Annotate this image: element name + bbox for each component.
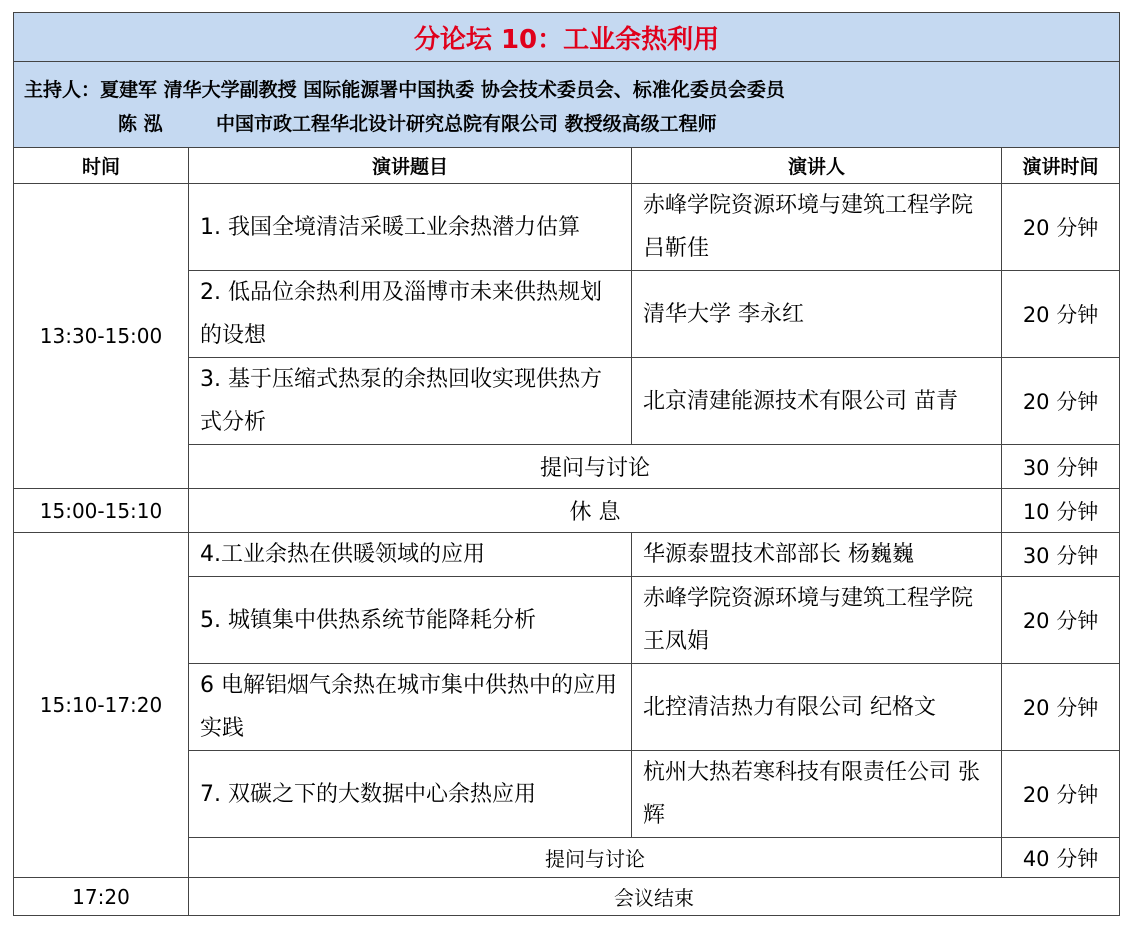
talk-speaker: 赤峰学院资源环境与建筑工程学院 王凤娟 — [632, 577, 1002, 664]
talk-speaker: 北控清洁热力有限公司 纪格文 — [632, 664, 1002, 751]
session-2-time: 15:10-17:20 — [14, 533, 189, 878]
talk-duration: 30 分钟 — [1002, 533, 1120, 577]
column-header-topic: 演讲题目 — [189, 148, 632, 184]
column-header-speaker: 演讲人 — [632, 148, 1002, 184]
discussion-duration: 40 分钟 — [1002, 838, 1120, 878]
talk-topic: 4.工业余热在供暖领域的应用 — [189, 533, 632, 577]
discussion-duration: 30 分钟 — [1002, 445, 1120, 489]
talk-duration: 20 分钟 — [1002, 358, 1120, 445]
talk-topic: 2. 低品位余热利用及淄博市未来供热规划的设想 — [189, 271, 632, 358]
talk-duration: 20 分钟 — [1002, 271, 1120, 358]
talk-topic: 5. 城镇集中供热系统节能降耗分析 — [189, 577, 632, 664]
agenda-table — [13, 12, 1120, 916]
talk-duration: 20 分钟 — [1002, 664, 1120, 751]
host-affiliation-2: 中国市政工程华北设计研究总院有限公司 教授级高级工程师 — [216, 113, 717, 135]
talk-duration: 20 分钟 — [1002, 184, 1120, 271]
discussion-label: 提问与讨论 — [189, 445, 1002, 489]
host-name-2: 陈 泓 — [118, 113, 163, 135]
table-row — [14, 533, 1120, 577]
forum-title: 分论坛 10：工业余热利用 — [14, 13, 1120, 62]
talk-speaker: 北京清建能源技术有限公司 苗青 — [632, 358, 1002, 445]
closing-label: 会议结束 — [189, 878, 1120, 916]
host-line-1: 主持人：夏建军 清华大学副教授 国际能源署中国执委 协会技术委员会、标准化委员会委员 — [24, 79, 785, 101]
break-time: 15:00-15:10 — [14, 489, 189, 533]
talk-duration: 20 分钟 — [1002, 751, 1120, 838]
talk-speaker: 赤峰学院资源环境与建筑工程学院 吕靳佳 — [632, 184, 1002, 271]
talk-speaker: 清华大学 李永红 — [632, 271, 1002, 358]
table-row — [14, 489, 1120, 533]
session-1-time: 13:30-15:00 — [14, 184, 189, 489]
talk-duration: 20 分钟 — [1002, 577, 1120, 664]
table-row — [14, 184, 1120, 271]
talk-speaker: 杭州大热若寒科技有限责任公司 张辉 — [632, 751, 1002, 838]
discussion-label: 提问与讨论 — [189, 838, 1002, 878]
talk-topic: 6 电解铝烟气余热在城市集中供热中的应用实践 — [189, 664, 632, 751]
talk-topic: 3. 基于压缩式热泵的余热回收实现供热方式分析 — [189, 358, 632, 445]
talk-speaker: 华源泰盟技术部部长 杨巍巍 — [632, 533, 1002, 577]
table-row — [14, 878, 1120, 916]
hosts-block — [14, 62, 1120, 148]
host-line-2 — [24, 107, 1119, 141]
closing-time: 17:20 — [14, 878, 189, 916]
break-duration: 10 分钟 — [1002, 489, 1120, 533]
talk-topic: 1. 我国全境清洁采暖工业余热潜力估算 — [189, 184, 632, 271]
column-header-duration: 演讲时间 — [1002, 148, 1120, 184]
break-label: 休 息 — [189, 489, 1002, 533]
column-header-time: 时间 — [14, 148, 189, 184]
talk-topic: 7. 双碳之下的大数据中心余热应用 — [189, 751, 632, 838]
